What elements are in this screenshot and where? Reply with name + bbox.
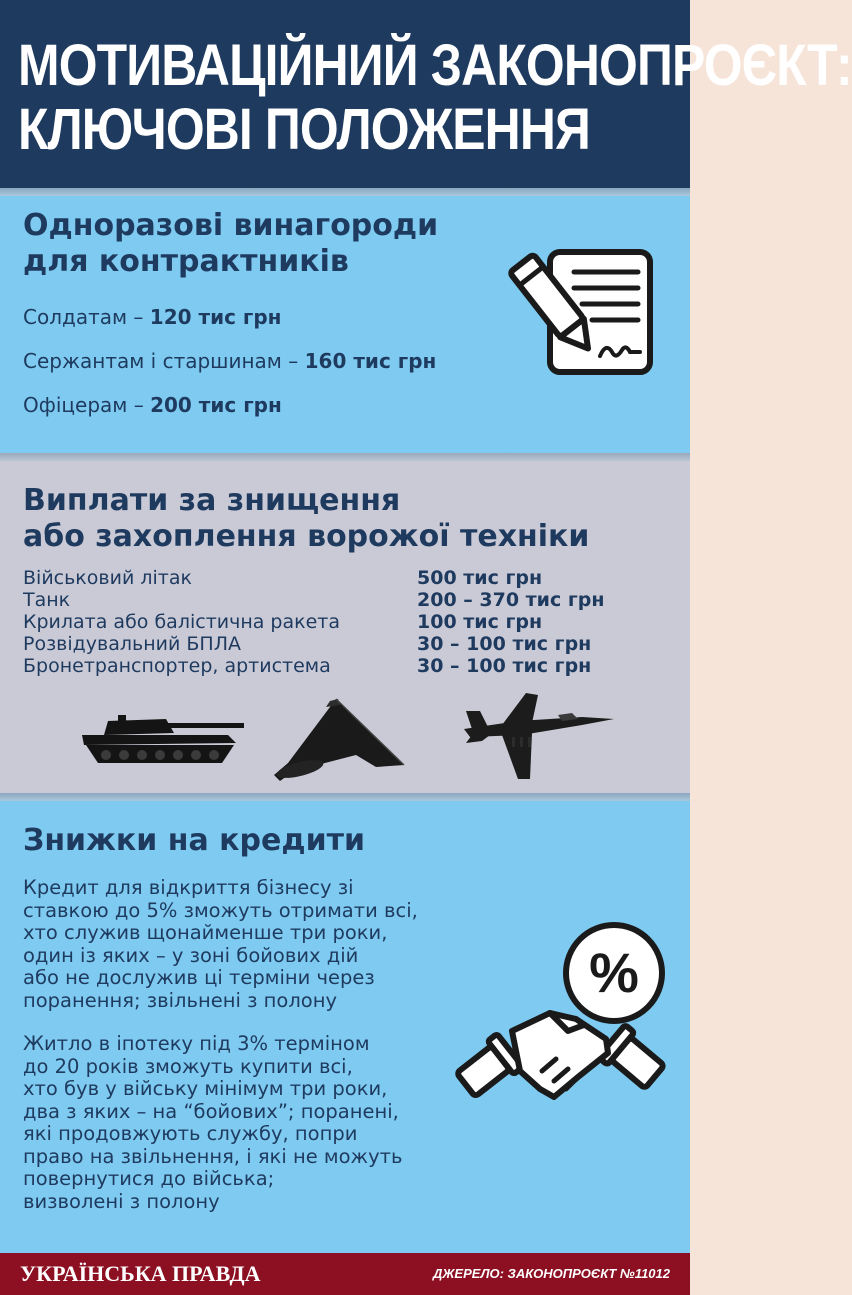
header xyxy=(0,0,852,188)
payment-label: Військовий літак xyxy=(23,567,192,589)
payment-label: Розвідувальний БПЛА xyxy=(23,633,241,655)
payment-label: Крилата або балістична ракета xyxy=(23,611,341,633)
rewards-title xyxy=(23,208,438,280)
brand-logo[interactable]: УКРАЇНСЬКА ПРАВДА xyxy=(20,1261,261,1286)
reward-value: 160 тис грн xyxy=(304,349,437,373)
rewards-section xyxy=(0,188,690,453)
source-note: ДЖЕРЕЛО: ЗАКОНОПРОЄКТ №11012 xyxy=(432,1266,670,1281)
paragraph-line: які продовжують службу, попри xyxy=(23,1122,358,1145)
paragraph-line: хто служив щонайменше три роки, xyxy=(23,921,388,944)
paragraph-line: або не дослужив ці терміни через xyxy=(23,966,375,989)
reward-sergeants xyxy=(23,349,436,373)
payments-title-line-1: Виплати за знищення xyxy=(23,483,401,518)
document-signature-icon xyxy=(512,248,662,378)
payment-value: 30 – 100 тис грн xyxy=(417,633,592,655)
business-loan-paragraph xyxy=(23,877,463,1012)
reward-value: 120 тис грн xyxy=(149,305,282,329)
paragraph-line: право на звільнення, і які не можуть xyxy=(23,1144,403,1168)
page-title xyxy=(18,33,852,162)
title-line-2: КЛЮЧОВІ ПОЛОЖЕННЯ xyxy=(18,97,590,162)
paragraph-line: один із яких – у зоні бойових дій xyxy=(23,943,359,967)
paragraph-line: Кредит для відкриття бізнесу зі xyxy=(23,876,354,899)
footer xyxy=(0,1253,690,1295)
rewards-title-line-1: Одноразові винагороди xyxy=(23,208,439,243)
title-line-1: МОТИВАЦІЙНИЙ ЗАКОНОПРОЄКТ: xyxy=(18,33,852,98)
payment-value: 100 тис грн xyxy=(417,611,543,633)
payment-value: 500 тис грн xyxy=(417,567,543,589)
loans-section xyxy=(0,793,690,1253)
paragraph-line: до 20 років зможуть купити всі, xyxy=(23,1054,353,1078)
tank-icon xyxy=(78,709,246,769)
reward-officers xyxy=(23,393,282,417)
percent-symbol: % xyxy=(589,941,639,1004)
payment-label: Танк xyxy=(23,589,71,611)
reward-label: Офіцерам – xyxy=(23,393,151,417)
section-divider xyxy=(0,188,690,196)
paragraph-line: два з яких – на “бойових”; поранені, xyxy=(23,1099,399,1123)
reward-label: Солдатам – xyxy=(23,305,150,329)
payments-title xyxy=(23,483,589,555)
section-divider xyxy=(0,793,690,801)
reward-soldiers xyxy=(23,305,282,329)
payments-title-line-2: або захоплення ворожої техніки xyxy=(23,519,590,554)
rewards-title-line-2: для контрактників xyxy=(23,244,349,279)
paragraph-line: ставкою до 5% зможуть отримати всі, xyxy=(23,898,418,922)
loans-title: Знижки на кредити xyxy=(23,823,365,858)
paragraph-line: Житло в іпотеку під 3% терміном xyxy=(23,1032,370,1055)
fighter-jet-icon xyxy=(462,691,618,783)
payment-value: 200 – 370 тис грн xyxy=(417,589,605,611)
paragraph-line: повернутися до війська; xyxy=(23,1167,275,1190)
reward-label: Сержантам і старшинам – xyxy=(23,349,305,373)
payment-value: 30 – 100 тис грн xyxy=(417,655,592,677)
paragraph-line: визволені з полону xyxy=(23,1189,220,1213)
payments-section xyxy=(0,453,690,793)
section-divider xyxy=(0,453,690,461)
reward-value: 200 тис грн xyxy=(150,393,282,417)
paragraph-line: хто був у війську мінімум три роки, xyxy=(23,1077,388,1100)
mortgage-paragraph xyxy=(23,1033,463,1213)
paragraph-line: поранення; звільнені з полону xyxy=(23,988,338,1012)
payment-label: Бронетранспортер, артистема xyxy=(23,655,331,677)
drone-icon xyxy=(270,695,410,783)
